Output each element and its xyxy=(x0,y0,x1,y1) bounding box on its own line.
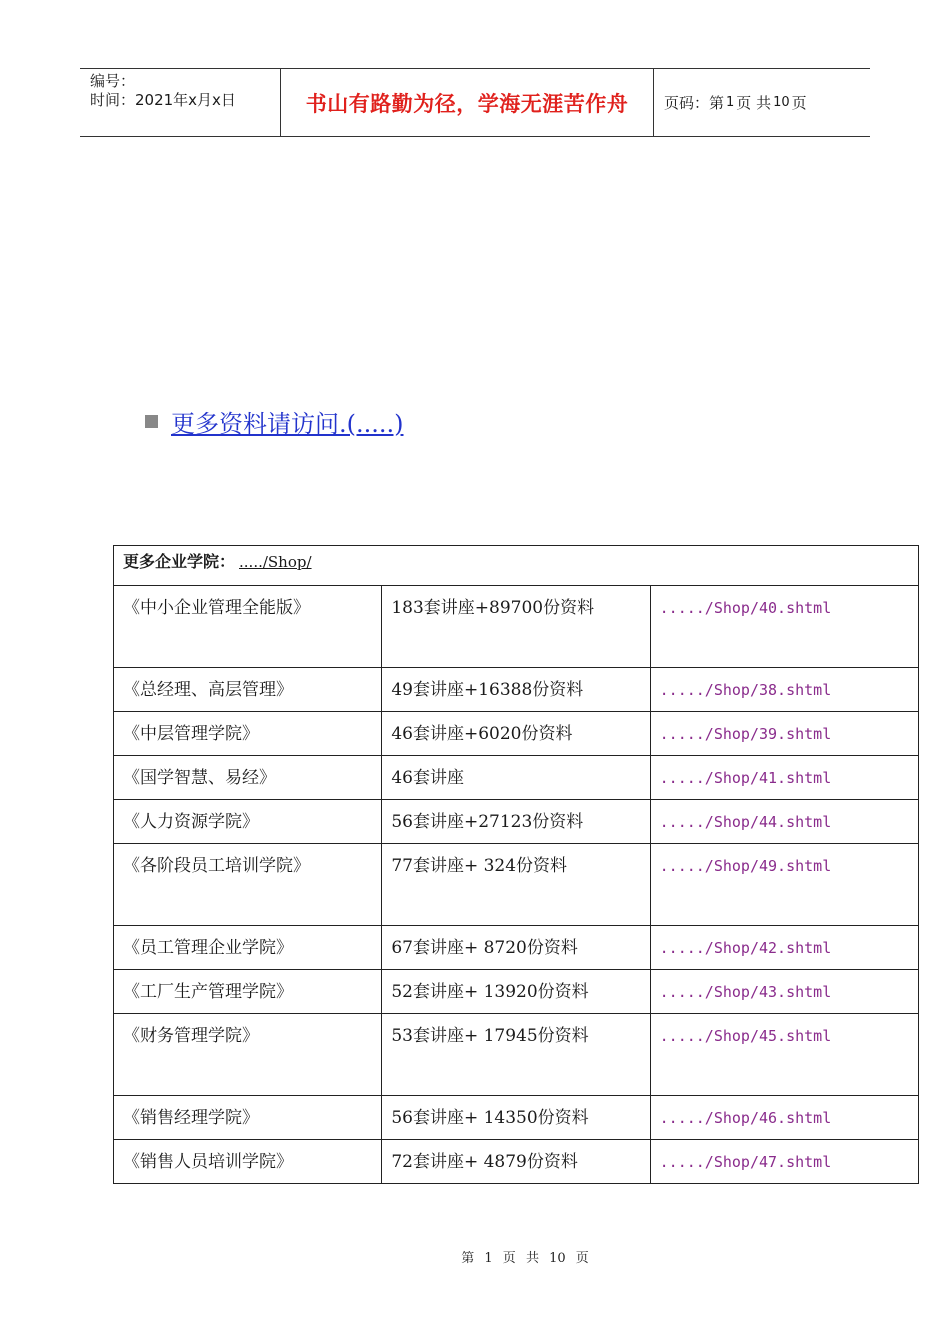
table-row xyxy=(114,712,919,756)
course-count: 46套讲座 xyxy=(382,756,650,800)
course-url-link[interactable]: ...../Shop/46.shtml xyxy=(659,1109,832,1127)
table-row xyxy=(114,586,919,668)
table-row xyxy=(114,800,919,844)
footer-current: 1 xyxy=(484,1251,493,1266)
page-footer xyxy=(0,1247,950,1266)
page-mid: 页 共 xyxy=(736,94,772,112)
course-name: 《中层管理学院》 xyxy=(114,712,382,756)
course-name: 《各阶段员工培训学院》 xyxy=(114,844,382,926)
course-count: 52套讲座+ 13920份资料 xyxy=(382,970,650,1014)
course-count: 72套讲座+ 4879份资料 xyxy=(382,1140,650,1184)
table-row xyxy=(114,668,919,712)
course-url-cell xyxy=(650,800,918,844)
page-header xyxy=(80,68,870,137)
page-total: 10 xyxy=(773,95,790,110)
course-url-cell xyxy=(650,668,918,712)
table-header-label: 更多企业学院： xyxy=(123,552,236,571)
course-url-link[interactable]: ...../Shop/42.shtml xyxy=(659,939,832,957)
course-url-link[interactable]: ...../Shop/47.shtml xyxy=(659,1153,832,1171)
course-name: 《中小企业管理全能版》 xyxy=(114,586,382,668)
course-url-cell xyxy=(650,712,918,756)
course-url-link[interactable]: ...../Shop/45.shtml xyxy=(659,1027,832,1045)
course-url-link[interactable]: ...../Shop/49.shtml xyxy=(659,857,832,875)
table-row xyxy=(114,756,919,800)
course-url-link[interactable]: ...../Shop/44.shtml xyxy=(659,813,832,831)
course-url-cell xyxy=(650,970,918,1014)
shop-link[interactable]: ...../Shop/ xyxy=(239,553,312,571)
serial-label: 编号： xyxy=(90,72,136,90)
table-row xyxy=(114,970,919,1014)
course-count: 53套讲座+ 17945份资料 xyxy=(382,1014,650,1096)
course-name: 《国学智慧、易经》 xyxy=(114,756,382,800)
header-meta xyxy=(80,69,281,136)
footer-total: 10 xyxy=(549,1251,566,1266)
course-count: 56套讲座+27123份资料 xyxy=(382,800,650,844)
course-count: 56套讲座+ 14350份资料 xyxy=(382,1096,650,1140)
course-url-link[interactable]: ...../Shop/39.shtml xyxy=(659,725,832,743)
footer-mid2: 共 xyxy=(525,1251,539,1266)
course-name: 《人力资源学院》 xyxy=(114,800,382,844)
more-resources-link[interactable]: 更多资料请访问.(.....) xyxy=(171,410,404,438)
course-url-link[interactable]: ...../Shop/38.shtml xyxy=(659,681,832,699)
course-url-cell xyxy=(650,926,918,970)
square-bullet-icon xyxy=(145,415,158,428)
course-name: 《工厂生产管理学院》 xyxy=(114,970,382,1014)
table-row xyxy=(114,1140,919,1184)
table-header-cell xyxy=(114,546,919,586)
table-header-row xyxy=(114,546,919,586)
footer-mid1: 页 xyxy=(502,1251,516,1266)
page-current: 1 xyxy=(726,95,735,110)
course-count: 67套讲座+ 8720份资料 xyxy=(382,926,650,970)
course-url-link[interactable]: ...../Shop/40.shtml xyxy=(659,599,832,617)
table-row xyxy=(114,844,919,926)
header-motto: 书山有路勤为径，学海无涯苦作舟 xyxy=(281,69,654,136)
course-url-cell xyxy=(650,1014,918,1096)
table-row xyxy=(114,926,919,970)
page-suffix: 页 xyxy=(791,94,807,112)
table-row xyxy=(114,1014,919,1096)
course-url-cell xyxy=(650,1140,918,1184)
course-url-cell xyxy=(650,844,918,926)
course-name: 《财务管理学院》 xyxy=(114,1014,382,1096)
course-name: 《销售经理学院》 xyxy=(114,1096,382,1140)
course-url-cell xyxy=(650,756,918,800)
date-label: 时间：2021年x月x日 xyxy=(90,91,236,109)
course-url-link[interactable]: ...../Shop/41.shtml xyxy=(659,769,832,787)
course-count: 77套讲座+ 324份资料 xyxy=(382,844,650,926)
resource-table xyxy=(113,545,919,1184)
footer-suffix: 页 xyxy=(575,1251,589,1266)
table-row xyxy=(114,1096,919,1140)
course-url-cell xyxy=(650,586,918,668)
page-prefix: 页码：第 xyxy=(664,94,725,112)
promo-line xyxy=(145,404,404,439)
course-count: 49套讲座+16388份资料 xyxy=(382,668,650,712)
header-page-number xyxy=(654,69,870,136)
course-count: 46套讲座+6020份资料 xyxy=(382,712,650,756)
footer-prefix: 第 xyxy=(461,1251,475,1266)
course-name: 《销售人员培训学院》 xyxy=(114,1140,382,1184)
course-url-cell xyxy=(650,1096,918,1140)
course-name: 《员工管理企业学院》 xyxy=(114,926,382,970)
course-url-link[interactable]: ...../Shop/43.shtml xyxy=(659,983,832,1001)
course-count: 183套讲座+89700份资料 xyxy=(382,586,650,668)
course-name: 《总经理、高层管理》 xyxy=(114,668,382,712)
